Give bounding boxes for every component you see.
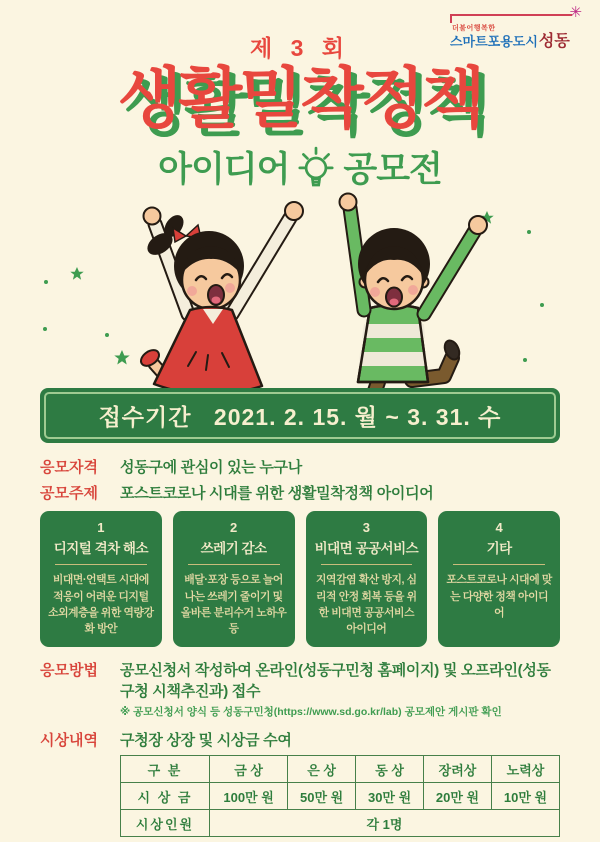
divider xyxy=(188,564,280,565)
award-column: 은 상 xyxy=(288,756,356,783)
method-row xyxy=(40,659,560,701)
topic-title: 기타 xyxy=(486,541,512,557)
award-column: 금 상 xyxy=(210,756,288,783)
awards-prize-row xyxy=(121,783,560,810)
eligibility-row xyxy=(40,456,560,477)
count-value: 각 1명 xyxy=(210,810,560,837)
award-column: 노력상 xyxy=(492,756,560,783)
method-label: 응모방법 xyxy=(40,662,98,680)
prize-value: 20만 원 xyxy=(424,783,492,810)
logo-star-icon: ✳ xyxy=(569,4,582,21)
prize-value: 10만 원 xyxy=(492,783,560,810)
boy-figure xyxy=(340,194,488,401)
topic-card-2 xyxy=(173,511,295,647)
prize-value: 50만 원 xyxy=(288,783,356,810)
lightbulb-icon xyxy=(298,146,334,188)
topic-desc: 배달·포장 등으로 늘어나는 쓰레기 줄이기 및 올바른 분리수거 노하우 등 xyxy=(180,574,287,635)
poster-title: 생활밀착정책 xyxy=(117,61,483,135)
topic-cards xyxy=(40,511,560,647)
awards-value: 구청장 상장 및 시상금 수여 xyxy=(120,732,292,750)
logo-line xyxy=(450,4,582,23)
awards-header-row xyxy=(121,756,560,783)
banner-dates: 2021. 2. 15. 월 ~ 3. 31. 수 xyxy=(213,404,502,431)
method-value: 공모신청서 작성하여 온라인(성동구민청 홈페이지) 및 오프라인(성동구청 시책추진과) 접수 xyxy=(120,662,551,701)
award-column: 장려상 xyxy=(424,756,492,783)
awards-header-label: 구 분 xyxy=(121,756,210,783)
divider xyxy=(55,564,147,565)
eligibility-label: 응모자격 xyxy=(40,459,98,477)
topic-title: 디지털 격차 해소 xyxy=(53,541,149,557)
count-label: 시상인원 xyxy=(121,810,210,837)
children-illustration xyxy=(0,192,600,400)
topic-card-1 xyxy=(40,511,162,647)
topic-desc: 지역감염 확산 방지, 심리적 안정 회복 등을 위한 비대면 공공서비스 아이디어 xyxy=(316,574,417,635)
logo-city-text: 스마트포용도시 xyxy=(450,34,538,49)
subtitle-right: 공모전 xyxy=(343,150,442,190)
divider xyxy=(321,564,413,565)
award-column: 동 상 xyxy=(356,756,424,783)
theme-value: 포스트코로나 시대를 위한 생활밀착정책 아이디어 xyxy=(120,485,434,503)
topic-card-3 xyxy=(306,511,428,647)
eligibility-value: 성동구에 관심이 있는 누구나 xyxy=(120,459,302,477)
topic-desc: 포스트코로나 시대에 맞는 다양한 정책 아이디어 xyxy=(446,574,552,619)
logo-name-text: 성동 xyxy=(538,33,570,50)
awards-label: 시상내역 xyxy=(40,732,98,750)
topic-card-4 xyxy=(438,511,560,647)
topic-title: 비대면 공공서비스 xyxy=(314,541,419,557)
awards-count-row xyxy=(121,810,560,837)
method-note: ※ 공모신청서 양식 등 성동구민청(https://www.sd.go.kr/lab) 공모제안 게시판 확인 xyxy=(120,706,502,719)
contest-round: 제 3 회 xyxy=(249,35,350,61)
girl-figure xyxy=(138,202,303,400)
subtitle-left: 아이디어 xyxy=(158,150,290,190)
prize-value: 100만 원 xyxy=(210,783,288,810)
awards-row xyxy=(40,729,560,750)
prize-label: 시 상 금 xyxy=(121,783,210,810)
topic-number: 1 xyxy=(97,520,105,536)
awards-table xyxy=(120,755,560,837)
prize-value: 30만 원 xyxy=(356,783,424,810)
topic-title: 쓰레기 감소 xyxy=(200,541,267,557)
theme-label: 공모주제 xyxy=(40,485,98,503)
topic-number: 3 xyxy=(362,520,370,536)
divider xyxy=(453,564,545,565)
logo-tagline: 더불어행복한 xyxy=(452,25,496,32)
topic-desc: 비대면·언택트 시대에 적응이 어려운 디지털 소외계층을 위한 역량강화 방안 xyxy=(48,574,154,635)
seongdong-logo xyxy=(450,4,582,50)
topic-number: 2 xyxy=(230,520,238,536)
submission-period-banner xyxy=(40,388,560,443)
theme-row xyxy=(40,482,560,503)
topic-number: 4 xyxy=(495,520,503,536)
poster-subtitle xyxy=(0,142,600,192)
banner-label: 접수기간 xyxy=(98,404,192,431)
